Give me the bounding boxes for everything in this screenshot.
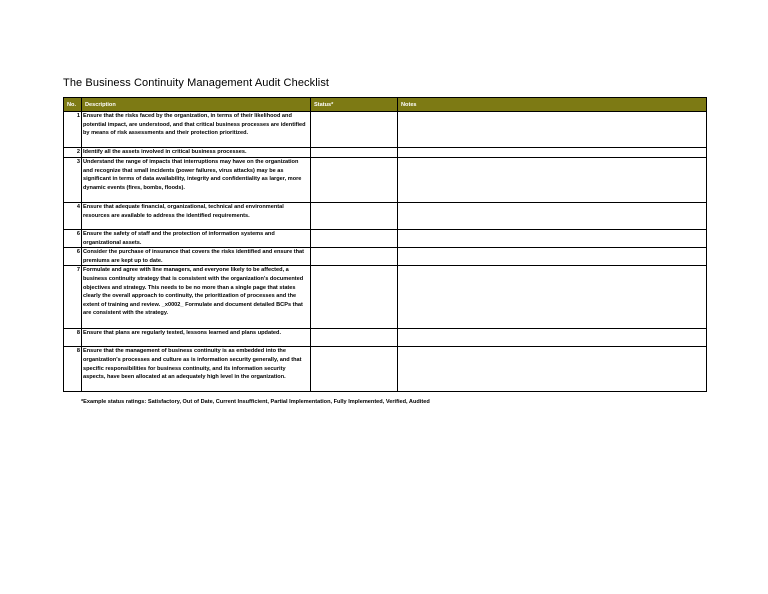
row-description: Ensure that plans are regularly tested, lessons learned and plans updated. [82,329,311,347]
row-number: 1 [64,112,82,148]
row-description: Ensure the safety of staff and the protection of information systems and organizational assets. [82,230,311,248]
row-description: Identify all the assets involved in critical business processes. [82,148,311,158]
status-cell[interactable] [311,112,398,148]
header-notes: Notes [398,98,707,112]
row-number: 6 [64,248,82,266]
status-cell[interactable] [311,266,398,329]
notes-cell[interactable] [398,347,707,392]
table-header-row [64,98,707,112]
notes-cell[interactable] [398,230,707,248]
header-description: Description [82,98,311,112]
table-row [64,266,707,329]
row-number: 8 [64,347,82,392]
row-number: 3 [64,158,82,203]
status-cell[interactable] [311,329,398,347]
notes-cell[interactable] [398,112,707,148]
row-number: 8 [64,329,82,347]
page-title: The Business Continuity Management Audit Checklist [63,77,330,89]
status-cell[interactable] [311,230,398,248]
audit-checklist-table [63,97,707,392]
notes-cell[interactable] [398,203,707,230]
row-description: Ensure that the management of business continuity is as embedded into the organization's processes and culture as is information security generally, and that specific responsibilities for business continuity, and its information security aspects, have been allocated at an adequately high level in the organization. [82,347,311,392]
header-status: Status* [311,98,398,112]
row-description: Ensure that adequate financial, organizational, technical and environmental resources are available to address the identified requirements. [82,203,311,230]
row-number: 4 [64,203,82,230]
notes-cell[interactable] [398,329,707,347]
notes-cell[interactable] [398,158,707,203]
status-cell[interactable] [311,158,398,203]
row-description: Consider the purchase of insurance that covers the risks identified and ensure that premiums are kept up to date. [82,248,311,266]
row-number: 2 [64,148,82,158]
table-row [64,148,707,158]
notes-cell[interactable] [398,266,707,329]
row-description: Formulate and agree with line managers, and everyone likely to be affected, a business continuity strategy that is consistent with the organization's documented objectives and strategy. This needs to be no more than a single page that states clearly the overall approach to continuity, the prioritization of processes and the extent of training and review. _x0002_ Formulate and document detailed BCPs that are consistent with the strategy. [82,266,311,329]
notes-cell[interactable] [398,248,707,266]
row-description: Understand the range of impacts that interruptions may have on the organization and recognize that small incidents (power failures, virus attacks) may be as significant in terms of data availability, integrity and confidentiality as larger, more dynamic events (fires, bombs, floods). [82,158,311,203]
status-cell[interactable] [311,148,398,158]
row-number: 6 [64,230,82,248]
table-row [64,248,707,266]
notes-cell[interactable] [398,148,707,158]
status-cell[interactable] [311,203,398,230]
table-row [64,158,707,203]
row-number: 7 [64,266,82,329]
header-no: No. [64,98,82,112]
row-description: Ensure that the risks faced by the organization, in terms of their likelihood and potential impact, are understood, and that critical business processes are identified by means of risk assessments and their protection prioritized. [82,112,311,148]
status-cell[interactable] [311,248,398,266]
status-ratings-footnote: *Example status ratings: Satisfactory, Out of Date, Current Insufficient, Partial Implementation, Fully Implemented, Verified, Audited [81,399,430,405]
table-row [64,203,707,230]
table-row [64,329,707,347]
table-row [64,112,707,148]
table-row [64,230,707,248]
table-row [64,347,707,392]
status-cell[interactable] [311,347,398,392]
